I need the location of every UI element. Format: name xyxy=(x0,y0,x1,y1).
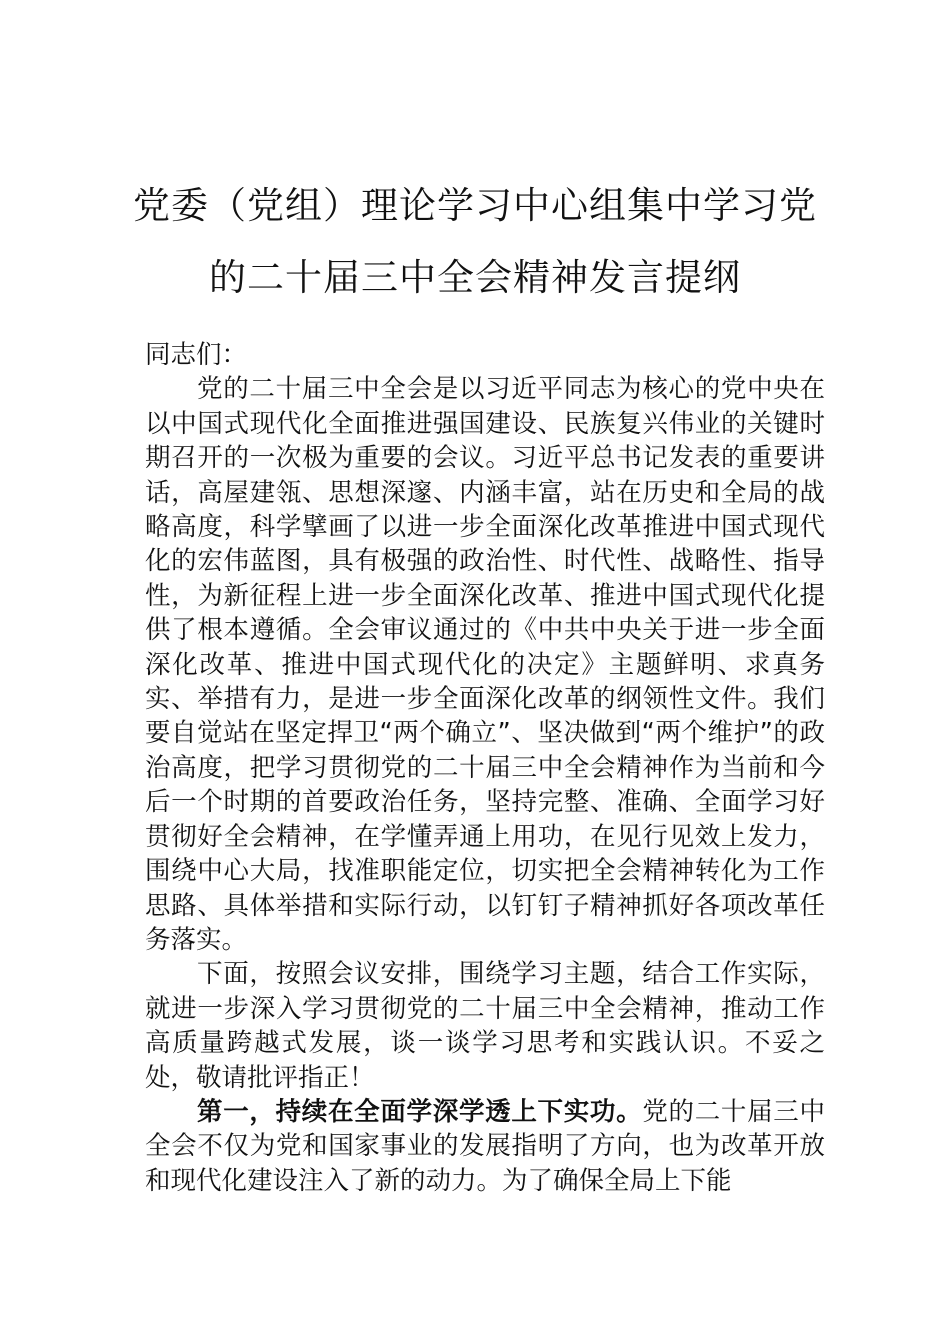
paragraph-3-body: 党的二十届三中全会不仅为党和国家事业的发展指明了方向，也为改革开放和现代化建设注入了新的动力。为了确保全局上下能 xyxy=(145,1096,825,1196)
paragraph-1: 党的二十届三中全会是以习近平同志为核心的党中央在以中国式现代化全面推进强国建设、民族复兴伟业的关键时期召开的一次极为重要的会议。习近平总书记发表的重要讲话，高屋建瓴、思想深邃、内涵丰富，站在历史和全局的战略高度，科学擘画了以进一步全面深化改革推进中国式现代化的宏伟蓝图，具有极强的政治性、时代性、战略性、指导性，为新征程上进一步全面深化改革、推进中国式现代化提供了根本遵循。全会审议通过的《中共中央关于进一步全面深化改革、推进中国式现代化的决定》主题鲜明、求真务实、举措有力，是进一步全面深化改革的纲领性文件。我们要自觉站在坚定捍卫“两个确立”、坚决做到“两个维护”的政治高度，把学习贯彻党的二十届三中全会精神作为当前和今后一个时期的首要政治任务，坚持完整、准确、全面学习好贯彻好全会精神，在学懂弄通上用功，在见行见效上发力，围绕中心大局，找准职能定位，切实把全会精神转化为工作思路、具体举措和实际行动，以钉钉子精神抓好各项改革任务落实。 xyxy=(145,374,825,955)
paragraph-2: 下面，按照会议安排，围绕学习主题，结合工作实际，就进一步深入学习贯彻党的二十届三中全会精神，推动工作高质量跨越式发展，谈一谈学习思考和实践认识。不妥之处，敬请批评指正！ xyxy=(145,959,825,1093)
paragraph-3 xyxy=(145,1095,825,1198)
title-line-1: 党委（党组）理论学习中心组集中学习党 xyxy=(133,184,817,227)
salutation: 同志们： xyxy=(145,340,248,370)
paragraph-3-lead: 第一，持续在全面学深学透上下实功。 xyxy=(197,1096,643,1127)
title-line-2: 的二十届三中全会精神发言提纲 xyxy=(209,256,741,299)
document-body xyxy=(145,338,825,1198)
document-title xyxy=(120,170,830,314)
